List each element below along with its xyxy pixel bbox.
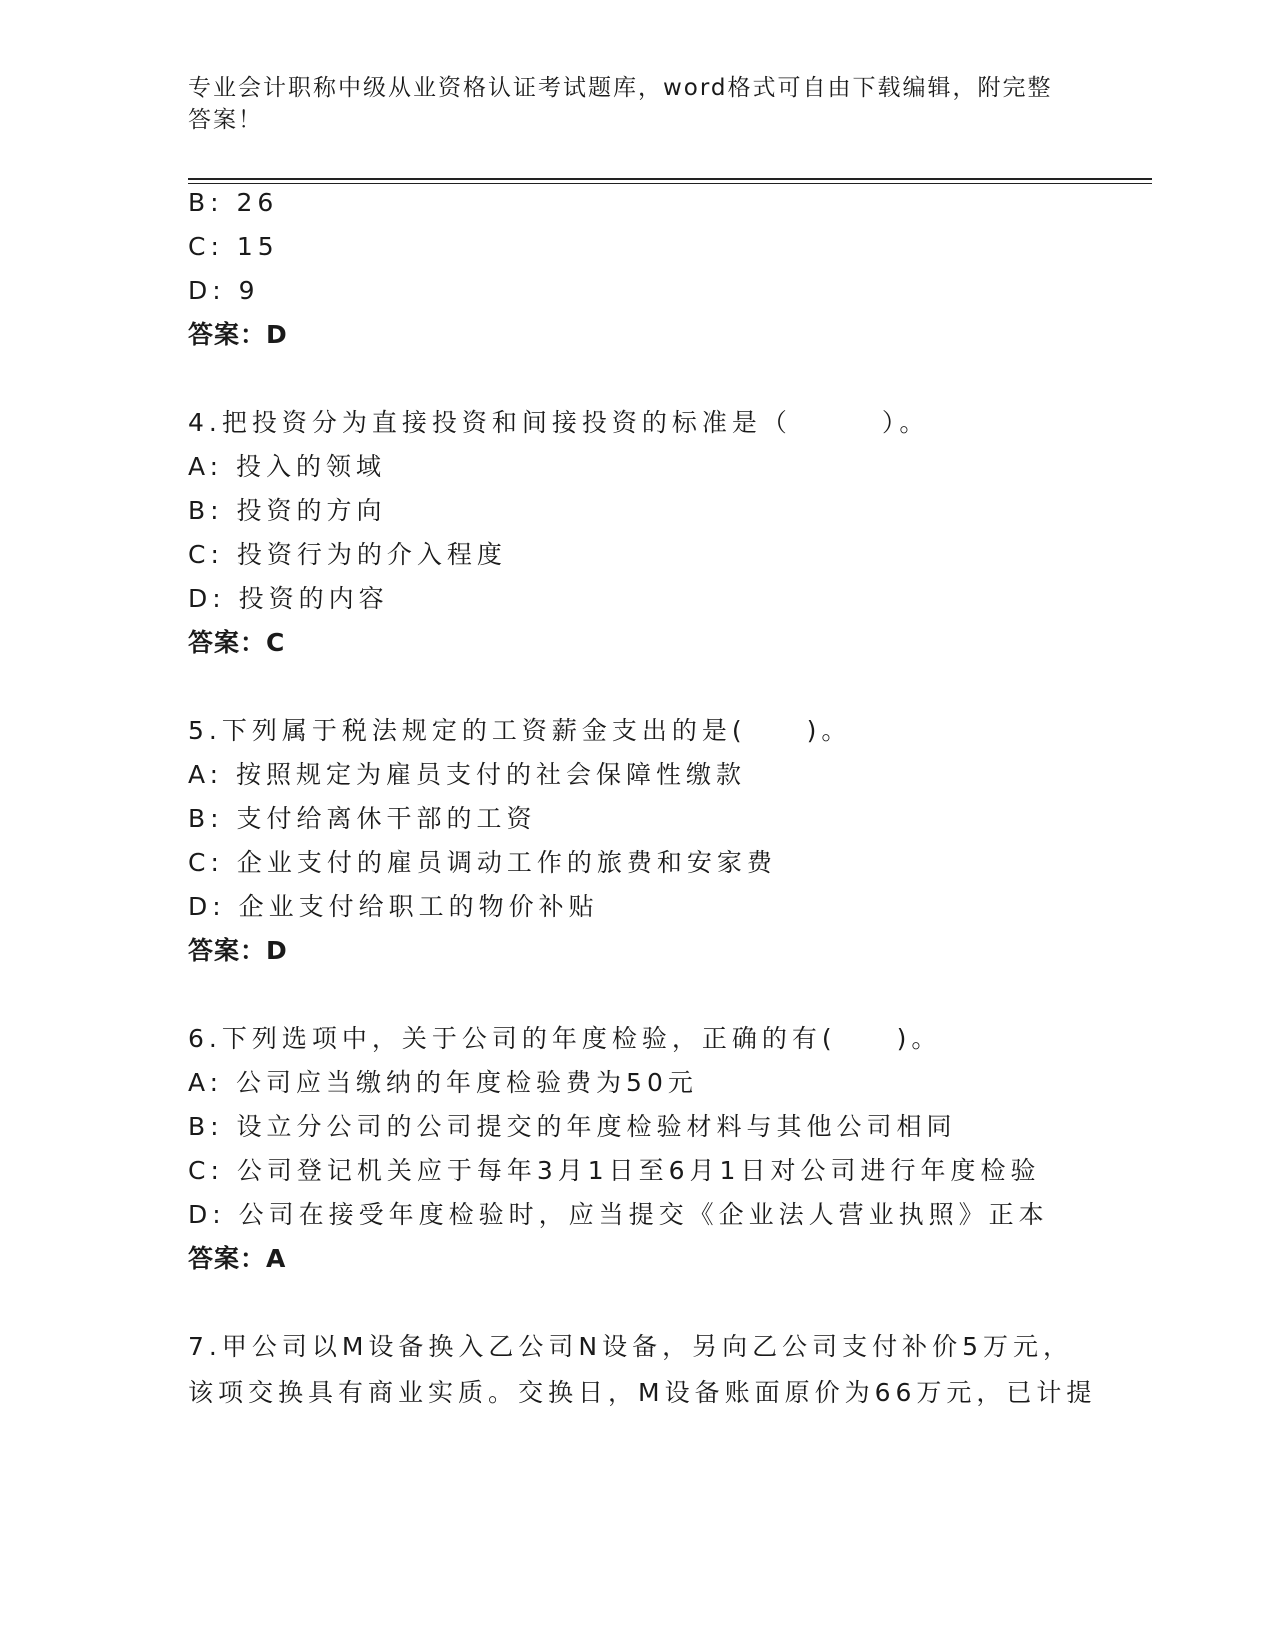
q6-option-d: D: 公司在接受年度检验时，应当提交《企业法人营业执照》正本: [188, 1200, 1049, 1229]
q6-option-a: A: 公司应当缴纳的年度检验费为50元: [188, 1068, 698, 1097]
q4-option-d: D: 投资的内容: [188, 584, 389, 613]
q3-option-b: B: 26: [188, 188, 279, 217]
q4-option-a: A: 投入的领域: [188, 452, 387, 481]
q7-question-line-1: 7.甲公司以M设备换入乙公司N设备，另向乙公司支付补价5万元，: [188, 1332, 1074, 1361]
header-rule-thin: [188, 183, 1152, 184]
q7-question-line-2: 该项交换具有商业实质。交换日，M设备账面原价为66万元，已计提: [188, 1378, 1097, 1407]
q3-answer: 答案：D: [188, 320, 288, 349]
q5-question: 5.下列属于税法规定的工资薪金支出的是( )。: [188, 716, 852, 745]
page-header: 专业会计职称中级从业资格认证考试题库，word格式可自由下载编辑，附完整答案！: [188, 75, 1053, 133]
q6-question: 6.下列选项中，关于公司的年度检验，正确的有( )。: [188, 1024, 942, 1053]
q3-option-d: D: 9: [188, 276, 260, 305]
q6-option-b: B: 设立分公司的公司提交的年度检验材料与其他公司相同: [188, 1112, 957, 1141]
q5-option-c: C: 企业支付的雇员调动工作的旅费和安家费: [188, 848, 777, 877]
q5-answer: 答案：D: [188, 936, 288, 965]
q4-answer: 答案：C: [188, 628, 286, 657]
q5-option-a: A: 按照规定为雇员支付的社会保障性缴款: [188, 760, 747, 789]
q6-option-c: C: 公司登记机关应于每年3月1日至6月1日对公司进行年度检验: [188, 1156, 1041, 1185]
q4-option-c: C: 投资行为的介入程度: [188, 540, 507, 569]
q6-answer: 答案：A: [188, 1244, 287, 1273]
q4-option-b: B: 投资的方向: [188, 496, 387, 525]
q4-question: 4.把投资分为直接投资和间接投资的标准是（ ）。: [188, 408, 930, 437]
header-rule-thick: [188, 178, 1152, 180]
q5-option-d: D: 企业支付给职工的物价补贴: [188, 892, 599, 921]
q5-option-b: B: 支付给离休干部的工资: [188, 804, 537, 833]
q3-option-c: C: 15: [188, 232, 279, 261]
